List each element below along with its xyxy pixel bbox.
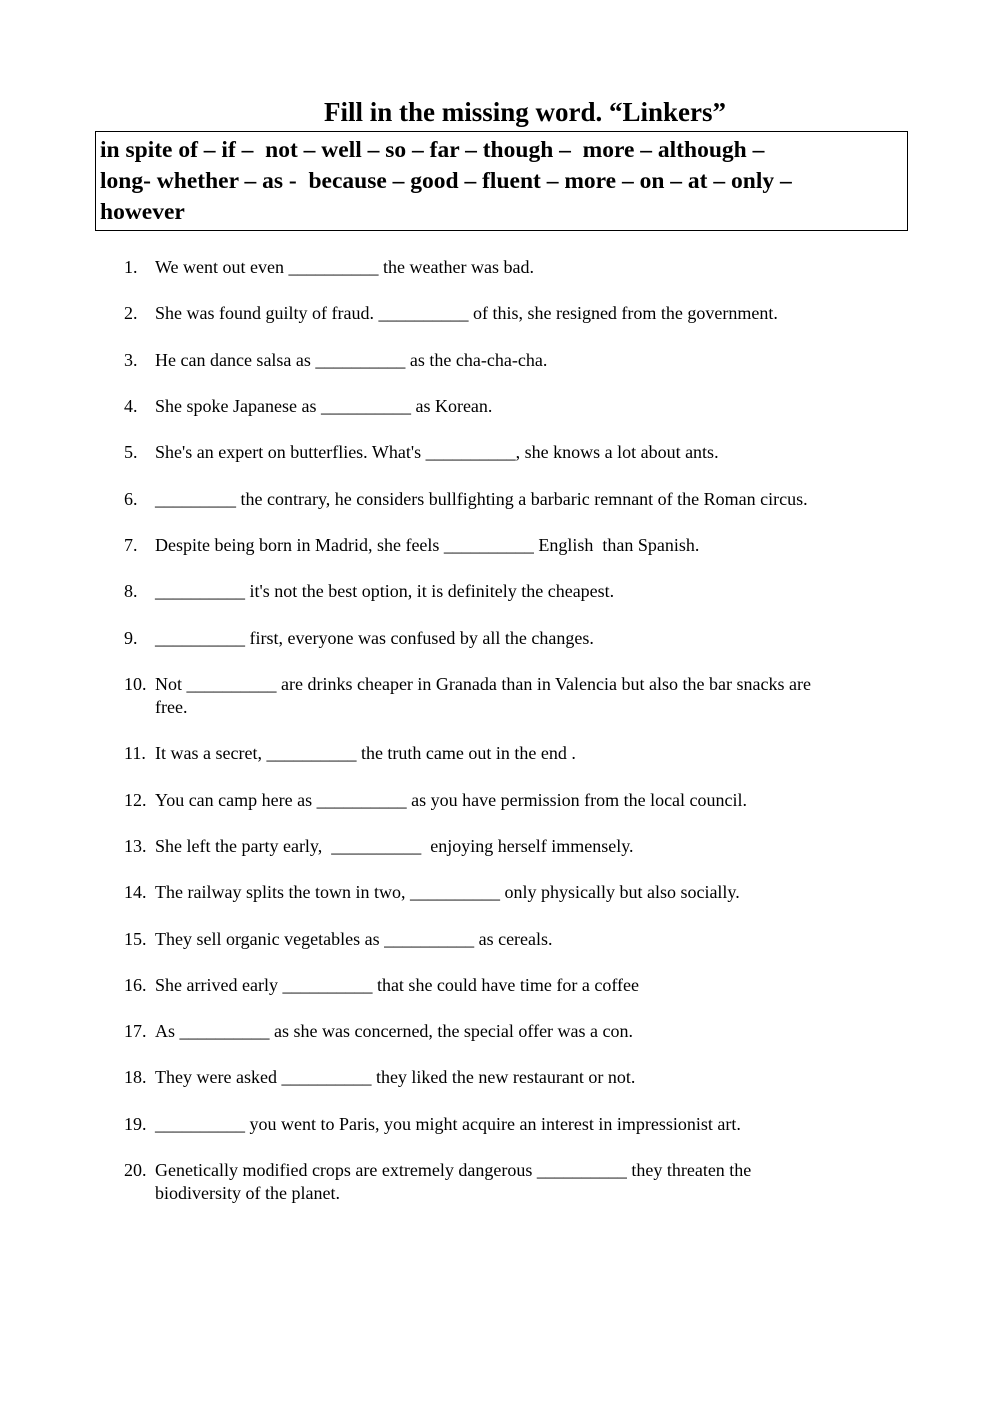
question-text: It was a secret, __________ the truth came out in the end . <box>155 743 576 763</box>
question-number: 1. <box>124 257 138 277</box>
question-number: 13. <box>124 836 147 856</box>
question-item <box>124 1159 904 1205</box>
question-number: 14. <box>124 882 147 902</box>
question-item <box>124 1113 904 1136</box>
question-text-continued: biodiversity of the planet. <box>155 1183 340 1203</box>
question-number: 4. <box>124 396 138 416</box>
question-text: __________ first, everyone was confused by all the changes. <box>155 628 594 648</box>
word-bank-line: in spite of – if – not – well – so – far – though – more – although – <box>100 137 765 163</box>
word-bank-line: however <box>100 199 185 225</box>
question-number: 9. <box>124 628 138 648</box>
question-text: We went out even __________ the weather was bad. <box>155 257 534 277</box>
question-item <box>124 349 904 372</box>
question-item <box>124 1020 904 1043</box>
question-item <box>124 742 904 765</box>
question-text: The railway splits the town in two, __________ only physically but also socially. <box>155 882 740 902</box>
question-text: As __________ as she was concerned, the special offer was a con. <box>155 1021 634 1041</box>
question-text: _________ the contrary, he considers bullfighting a barbaric remnant of the Roman circus. <box>155 489 808 509</box>
question-text: She's an expert on butterflies. What's __________, she knows a lot about ants. <box>155 442 719 462</box>
question-number: 7. <box>124 535 138 555</box>
question-item <box>124 974 904 997</box>
question-text: She left the party early, __________ enjoying herself immensely. <box>155 836 634 856</box>
question-item <box>124 580 904 603</box>
question-number: 20. <box>124 1160 147 1180</box>
question-item <box>124 441 904 464</box>
question-item <box>124 789 904 812</box>
question-text: Not __________ are drinks cheaper in Granada than in Valencia but also the bar snacks are <box>155 674 811 694</box>
question-text: __________ you went to Paris, you might acquire an interest in impressionist art. <box>155 1114 741 1134</box>
question-text: He can dance salsa as __________ as the cha-cha-cha. <box>155 350 548 370</box>
question-number: 11. <box>124 743 146 763</box>
question-text-continued: free. <box>155 697 188 717</box>
question-text: Genetically modified crops are extremely dangerous __________ they threaten the <box>155 1160 752 1180</box>
question-text: She arrived early __________ that she could have time for a coffee <box>155 975 639 995</box>
question-number: 3. <box>124 350 138 370</box>
question-text: Despite being born in Madrid, she feels __________ English than Spanish. <box>155 535 700 555</box>
question-text: __________ it's not the best option, it is definitely the cheapest. <box>155 581 615 601</box>
question-number: 18. <box>124 1067 147 1087</box>
question-item <box>124 1066 904 1089</box>
question-number: 19. <box>124 1114 147 1134</box>
question-number: 17. <box>124 1021 147 1041</box>
word-bank-line: long- whether – as - because – good – fluent – more – on – at – only – <box>100 168 792 194</box>
question-text: They were asked __________ they liked the new restaurant or not. <box>155 1067 636 1087</box>
question-item <box>124 302 904 325</box>
question-item <box>124 881 904 904</box>
question-number: 6. <box>124 489 138 509</box>
question-number: 15. <box>124 929 147 949</box>
question-text: You can camp here as __________ as you have permission from the local council. <box>155 790 748 810</box>
page-title: Fill in the missing word. “Linkers” <box>323 97 727 127</box>
question-number: 8. <box>124 581 138 601</box>
question-number: 10. <box>124 674 147 694</box>
question-number: 5. <box>124 442 138 462</box>
question-text: She was found guilty of fraud. __________ of this, she resigned from the government. <box>155 303 778 323</box>
question-number: 16. <box>124 975 147 995</box>
question-item <box>124 256 904 279</box>
question-item <box>124 627 904 650</box>
question-item <box>124 673 904 719</box>
question-item <box>124 835 904 858</box>
question-text: She spoke Japanese as __________ as Korean. <box>155 396 493 416</box>
question-item <box>124 534 904 557</box>
question-number: 2. <box>124 303 138 323</box>
question-item <box>124 395 904 418</box>
question-text: They sell organic vegetables as __________ as cereals. <box>155 929 553 949</box>
question-item <box>124 488 904 511</box>
question-number: 12. <box>124 790 147 810</box>
question-item <box>124 928 904 951</box>
